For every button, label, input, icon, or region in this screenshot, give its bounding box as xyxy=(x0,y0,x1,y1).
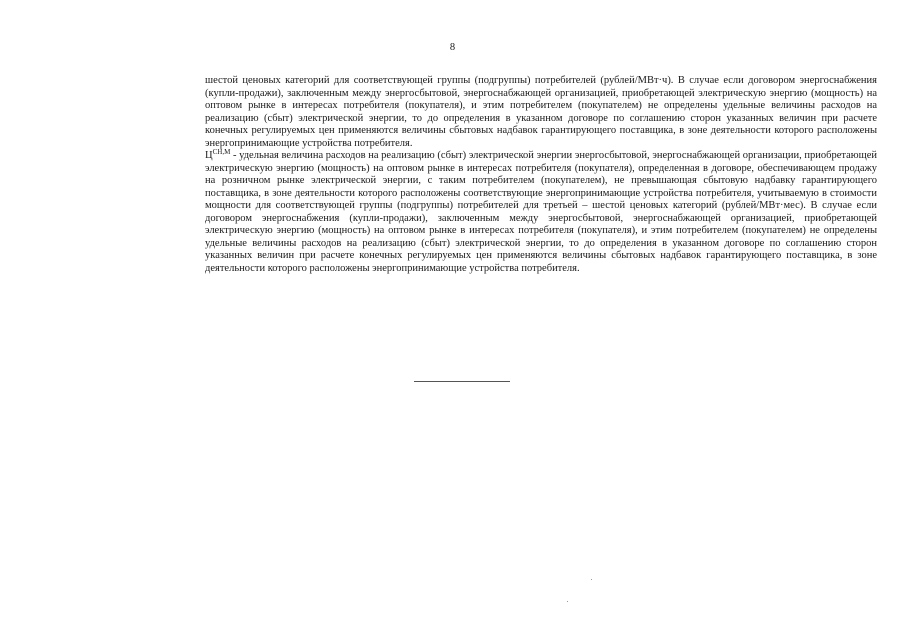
scan-speck xyxy=(591,579,592,580)
formula-symbol-superscript: СН,М xyxy=(212,148,231,156)
definition-text: - удельная величина расходов на реализацию (сбыт) электрической энергии энергосбытовой, энергоснабжающей организации, приобретающей электрическую энергию (мощность) на оптовом рынке в интересах потребителя (покупателя), определенная в договоре, обеспечивающем продажу на розничном рынке электрической энергии, с таким потребителем (покупателем), не превышающая сбытовую надбавку гарантирующего поставщика, в зоне деятельности которого расположены соответствующие энергопринимающие устройства потребителя, учитываемую в стоимости мощности для соответствующей группы (подгруппы) потребителей для третьей – шестой ценовых категорий (рублей/МВт·мес). В случае если договором энергоснабжения (купли-продажи), заключенным между энергосбытовой, энергоснабжающей организацией, приобретающей электрическую энергию (мощность) на оптовом рынке в интересах потребителя (покупателя), и этим потребителем (покупателем) не определены удельные величины расходов на реализацию (сбыт) электрической энергии, то до определения в указанном договоре по соглашению сторон указанных величин при расчете конечных регулируемых цен применяются величины сбытовых надбавок гарантирующего поставщика, в зоне деятельности которого расположены энергопринимающие устройства потребителя. xyxy=(205,150,877,274)
document-body xyxy=(205,75,877,275)
formula-symbol-base: Ц xyxy=(205,150,213,161)
paragraph-continuation: шестой ценовых категорий для соответствующей группы (подгруппы) потребителей (рублей/МВт·ч). В случае если договором энергоснабжения (купли-продажи), заключенным между энергосбытовой, энергоснабжающей организацией, приобретающей электрическую энергию (мощность) на оптовом рынке в интересах потребителя (покупателя), и этим потребителем (покупателем) не определены удельные величины расходов на реализацию (сбыт) электрической энергии, то до определения в указанном договоре по соглашению сторон указанных величин при расчете конечных регулируемых цен применяются величины сбытовых надбавок гарантирующего поставщика, в зоне деятельности которого расположены энергопринимающие устройства потребителя. xyxy=(205,75,877,149)
paragraph-definition xyxy=(205,150,877,275)
page-number: 8 xyxy=(449,42,456,53)
section-divider xyxy=(414,381,510,382)
formula-symbol xyxy=(205,150,230,161)
scan-speck xyxy=(567,601,568,602)
